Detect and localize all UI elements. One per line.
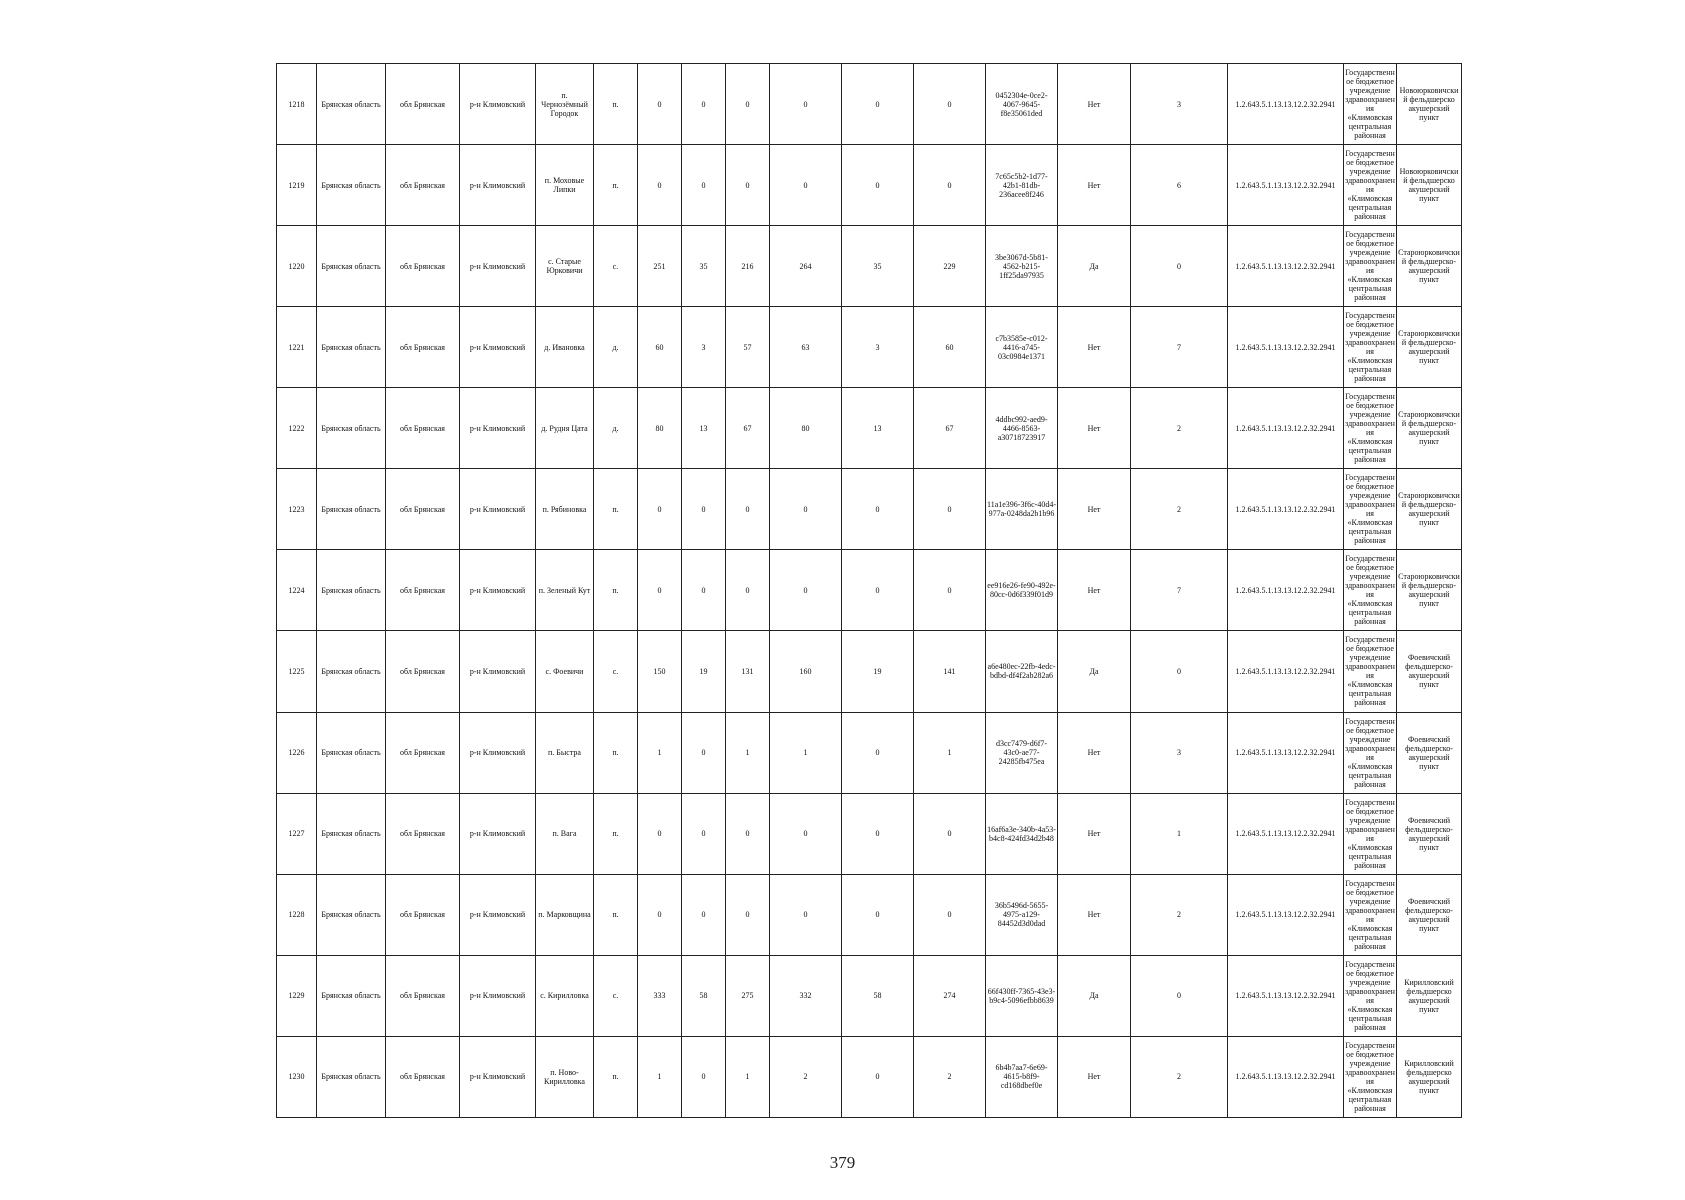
fias-guid-cell: d3cc7479-d6f7-43c0-ae77-24285fb475ea bbox=[986, 712, 1058, 793]
okrug-cell: обл Брянская bbox=[386, 712, 460, 793]
population-adults-2-cell: 274 bbox=[914, 955, 986, 1036]
table-row bbox=[277, 550, 1462, 631]
okrug-cell: обл Брянская bbox=[386, 550, 460, 631]
population-children-cell: 0 bbox=[682, 469, 726, 550]
population-adults-2-cell: 0 bbox=[914, 550, 986, 631]
population-total-2-cell: 63 bbox=[770, 307, 842, 388]
locality-type-cell: д. bbox=[594, 307, 638, 388]
population-adults-cell: 0 bbox=[726, 874, 770, 955]
population-total-2-cell: 264 bbox=[770, 226, 842, 307]
organization-cell: Государственное бюджетное учреждение здравоохранения «Климовская центральная районная bbox=[1344, 307, 1397, 388]
medical-point-cell: Староюрковичский фельдшерско-акушерский пункт bbox=[1397, 388, 1462, 469]
population-adults-2-cell: 141 bbox=[914, 631, 986, 712]
district-cell: р-н Климовский bbox=[460, 307, 536, 388]
oid-cell: 1.2.643.5.1.13.13.12.2.32.2941 bbox=[1228, 955, 1344, 1036]
population-adults-2-cell: 0 bbox=[914, 469, 986, 550]
table-row bbox=[277, 712, 1462, 793]
population-children-cell: 0 bbox=[682, 874, 726, 955]
locality-type-cell: с. bbox=[594, 631, 638, 712]
row-number-cell: 1224 bbox=[277, 550, 317, 631]
region-cell: Брянская область bbox=[317, 874, 386, 955]
oid-cell: 1.2.643.5.1.13.13.12.2.32.2941 bbox=[1228, 874, 1344, 955]
district-cell: р-н Климовский bbox=[460, 64, 536, 145]
okrug-cell: обл Брянская bbox=[386, 955, 460, 1036]
organization-cell: Государственное бюджетное учреждение здравоохранения «Климовская центральная районная bbox=[1344, 955, 1397, 1036]
table-row bbox=[277, 145, 1462, 226]
population-total-2-cell: 0 bbox=[770, 874, 842, 955]
fias-guid-cell: 6b4b7aa7-6e69-4615-b8f9-cd168dbef0e bbox=[986, 1036, 1058, 1117]
table-row bbox=[277, 955, 1462, 1036]
oid-cell: 1.2.643.5.1.13.13.12.2.32.2941 bbox=[1228, 64, 1344, 145]
population-children-cell: 3 bbox=[682, 307, 726, 388]
table-row bbox=[277, 793, 1462, 874]
population-total-cell: 60 bbox=[638, 307, 682, 388]
oid-cell: 1.2.643.5.1.13.13.12.2.32.2941 bbox=[1228, 307, 1344, 388]
population-children-cell: 0 bbox=[682, 793, 726, 874]
population-children-2-cell: 0 bbox=[842, 874, 914, 955]
oid-cell: 1.2.643.5.1.13.13.12.2.32.2941 bbox=[1228, 226, 1344, 307]
count-cell: 7 bbox=[1131, 307, 1228, 388]
table-row bbox=[277, 1036, 1462, 1117]
locality-type-cell: п. bbox=[594, 874, 638, 955]
count-cell: 2 bbox=[1131, 469, 1228, 550]
population-adults-cell: 0 bbox=[726, 793, 770, 874]
medical-point-cell: Новоюрковичский фельдшерско акушерский пункт bbox=[1397, 64, 1462, 145]
locality-type-cell: п. bbox=[594, 793, 638, 874]
population-children-2-cell: 0 bbox=[842, 64, 914, 145]
locality-type-cell: п. bbox=[594, 469, 638, 550]
population-children-2-cell: 0 bbox=[842, 793, 914, 874]
okrug-cell: обл Брянская bbox=[386, 1036, 460, 1117]
okrug-cell: обл Брянская bbox=[386, 793, 460, 874]
population-total-cell: 0 bbox=[638, 793, 682, 874]
population-children-2-cell: 3 bbox=[842, 307, 914, 388]
row-number-cell: 1223 bbox=[277, 469, 317, 550]
population-adults-cell: 1 bbox=[726, 712, 770, 793]
district-cell: р-н Климовский bbox=[460, 388, 536, 469]
oid-cell: 1.2.643.5.1.13.13.12.2.32.2941 bbox=[1228, 145, 1344, 226]
organization-cell: Государственное бюджетное учреждение здравоохранения «Климовская центральная районная bbox=[1344, 793, 1397, 874]
medical-point-cell: Кирилловский фельдшерско акушерский пункт bbox=[1397, 955, 1462, 1036]
count-cell: 0 bbox=[1131, 955, 1228, 1036]
flag-cell: Да bbox=[1058, 226, 1131, 307]
organization-cell: Государственное бюджетное учреждение здравоохранения «Климовская центральная районная bbox=[1344, 64, 1397, 145]
medical-point-cell: Фоевичский фельдшерско-акушерский пункт bbox=[1397, 874, 1462, 955]
medical-point-cell: Фоевичский фельдшерско-акушерский пункт bbox=[1397, 631, 1462, 712]
population-adults-2-cell: 60 bbox=[914, 307, 986, 388]
row-number-cell: 1221 bbox=[277, 307, 317, 388]
population-children-cell: 35 bbox=[682, 226, 726, 307]
district-cell: р-н Климовский bbox=[460, 469, 536, 550]
oid-cell: 1.2.643.5.1.13.13.12.2.32.2941 bbox=[1228, 388, 1344, 469]
population-adults-cell: 131 bbox=[726, 631, 770, 712]
okrug-cell: обл Брянская bbox=[386, 226, 460, 307]
medical-point-cell: Новоюрковичский фельдшерско акушерский пункт bbox=[1397, 145, 1462, 226]
population-children-cell: 0 bbox=[682, 64, 726, 145]
row-number-cell: 1225 bbox=[277, 631, 317, 712]
table-row bbox=[277, 874, 1462, 955]
medical-point-cell: Фоевичский фельдшерско-акушерский пункт bbox=[1397, 793, 1462, 874]
district-cell: р-н Климовский bbox=[460, 874, 536, 955]
organization-cell: Государственное бюджетное учреждение здравоохранения «Климовская центральная районная bbox=[1344, 712, 1397, 793]
fias-guid-cell: 66f430ff-7365-43e3-b9c4-5096efbb8639 bbox=[986, 955, 1058, 1036]
population-children-2-cell: 58 bbox=[842, 955, 914, 1036]
locality-cell: с. Старые Юрковичи bbox=[536, 226, 594, 307]
population-children-2-cell: 13 bbox=[842, 388, 914, 469]
population-total-2-cell: 0 bbox=[770, 469, 842, 550]
population-total-cell: 1 bbox=[638, 712, 682, 793]
table-row bbox=[277, 469, 1462, 550]
population-children-2-cell: 0 bbox=[842, 1036, 914, 1117]
organization-cell: Государственное бюджетное учреждение здравоохранения «Климовская центральная районная bbox=[1344, 469, 1397, 550]
population-adults-2-cell: 0 bbox=[914, 64, 986, 145]
flag-cell: Нет bbox=[1058, 307, 1131, 388]
medical-point-cell: Староюрковичский фельдшерско-акушерский пункт bbox=[1397, 226, 1462, 307]
locality-cell: п. Марковщина bbox=[536, 874, 594, 955]
flag-cell: Да bbox=[1058, 631, 1131, 712]
table-row bbox=[277, 226, 1462, 307]
region-cell: Брянская область bbox=[317, 469, 386, 550]
oid-cell: 1.2.643.5.1.13.13.12.2.32.2941 bbox=[1228, 631, 1344, 712]
population-children-cell: 58 bbox=[682, 955, 726, 1036]
flag-cell: Нет bbox=[1058, 64, 1131, 145]
locality-cell: п. Рябиновка bbox=[536, 469, 594, 550]
population-total-cell: 0 bbox=[638, 469, 682, 550]
locality-cell: п. Моховые Липки bbox=[536, 145, 594, 226]
flag-cell: Нет bbox=[1058, 793, 1131, 874]
population-total-2-cell: 160 bbox=[770, 631, 842, 712]
fias-guid-cell: a6e480ec-22fb-4edc-bdbd-df4f2ab282a6 bbox=[986, 631, 1058, 712]
row-number-cell: 1227 bbox=[277, 793, 317, 874]
district-cell: р-н Климовский bbox=[460, 1036, 536, 1117]
region-cell: Брянская область bbox=[317, 631, 386, 712]
count-cell: 1 bbox=[1131, 793, 1228, 874]
row-number-cell: 1218 bbox=[277, 64, 317, 145]
population-adults-2-cell: 2 bbox=[914, 1036, 986, 1117]
organization-cell: Государственное бюджетное учреждение здравоохранения «Климовская центральная районная bbox=[1344, 145, 1397, 226]
population-total-2-cell: 0 bbox=[770, 64, 842, 145]
fias-guid-cell: 4ddbc992-aed9-4466-8563-a30718723917 bbox=[986, 388, 1058, 469]
region-cell: Брянская область bbox=[317, 145, 386, 226]
population-children-2-cell: 0 bbox=[842, 145, 914, 226]
district-cell: р-н Климовский bbox=[460, 631, 536, 712]
medical-point-cell: Староюрковичский фельдшерско-акушерский пункт bbox=[1397, 550, 1462, 631]
organization-cell: Государственное бюджетное учреждение здравоохранения «Климовская центральная районная bbox=[1344, 226, 1397, 307]
row-number-cell: 1228 bbox=[277, 874, 317, 955]
fias-guid-cell: ee916e26-fe90-492e-80cc-0d6f339f01d9 bbox=[986, 550, 1058, 631]
population-total-cell: 150 bbox=[638, 631, 682, 712]
population-adults-cell: 0 bbox=[726, 550, 770, 631]
okrug-cell: обл Брянская bbox=[386, 145, 460, 226]
population-children-cell: 0 bbox=[682, 1036, 726, 1117]
flag-cell: Да bbox=[1058, 955, 1131, 1036]
fias-guid-cell: 36b5496d-5655-4975-a129-84452d3d0dad bbox=[986, 874, 1058, 955]
table-row bbox=[277, 64, 1462, 145]
locality-type-cell: д. bbox=[594, 388, 638, 469]
medical-point-cell: Староюрковичский фельдшерско-акушерский пункт bbox=[1397, 469, 1462, 550]
population-total-2-cell: 0 bbox=[770, 550, 842, 631]
organization-cell: Государственное бюджетное учреждение здравоохранения «Климовская центральная районная bbox=[1344, 388, 1397, 469]
count-cell: 3 bbox=[1131, 712, 1228, 793]
row-number-cell: 1222 bbox=[277, 388, 317, 469]
population-adults-cell: 0 bbox=[726, 469, 770, 550]
population-total-2-cell: 2 bbox=[770, 1036, 842, 1117]
population-total-cell: 0 bbox=[638, 64, 682, 145]
population-children-cell: 13 bbox=[682, 388, 726, 469]
population-children-cell: 19 bbox=[682, 631, 726, 712]
locality-cell: с. Фоевичи bbox=[536, 631, 594, 712]
population-adults-2-cell: 67 bbox=[914, 388, 986, 469]
locality-cell: п. Вага bbox=[536, 793, 594, 874]
row-number-cell: 1220 bbox=[277, 226, 317, 307]
population-total-cell: 333 bbox=[638, 955, 682, 1036]
medical-point-cell: Староюрковичский фельдшерско-акушерский пункт bbox=[1397, 307, 1462, 388]
flag-cell: Нет bbox=[1058, 388, 1131, 469]
population-adults-cell: 1 bbox=[726, 1036, 770, 1117]
okrug-cell: обл Брянская bbox=[386, 874, 460, 955]
table-body bbox=[277, 64, 1462, 1118]
fias-guid-cell: c7b3585e-c012-4416-a745-03c0984e1371 bbox=[986, 307, 1058, 388]
population-adults-cell: 275 bbox=[726, 955, 770, 1036]
fias-guid-cell: 0452304e-0ce2-4067-9645-f8e35061ded bbox=[986, 64, 1058, 145]
settlements-table bbox=[276, 63, 1462, 1118]
locality-type-cell: п. bbox=[594, 712, 638, 793]
region-cell: Брянская область bbox=[317, 955, 386, 1036]
oid-cell: 1.2.643.5.1.13.13.12.2.32.2941 bbox=[1228, 793, 1344, 874]
population-children-2-cell: 19 bbox=[842, 631, 914, 712]
population-adults-cell: 67 bbox=[726, 388, 770, 469]
locality-cell: с. Кирилловка bbox=[536, 955, 594, 1036]
population-total-cell: 1 bbox=[638, 1036, 682, 1117]
organization-cell: Государственное бюджетное учреждение здравоохранения «Климовская центральная районная bbox=[1344, 1036, 1397, 1117]
oid-cell: 1.2.643.5.1.13.13.12.2.32.2941 bbox=[1228, 469, 1344, 550]
table-row bbox=[277, 388, 1462, 469]
fias-guid-cell: 11a1e396-3f6c-40d4-977a-0248da2b1b96 bbox=[986, 469, 1058, 550]
locality-type-cell: п. bbox=[594, 145, 638, 226]
row-number-cell: 1226 bbox=[277, 712, 317, 793]
locality-cell: п. Быстра bbox=[536, 712, 594, 793]
organization-cell: Государственное бюджетное учреждение здравоохранения «Климовская центральная районная bbox=[1344, 874, 1397, 955]
region-cell: Брянская область bbox=[317, 388, 386, 469]
okrug-cell: обл Брянская bbox=[386, 631, 460, 712]
district-cell: р-н Климовский bbox=[460, 712, 536, 793]
population-adults-cell: 57 bbox=[726, 307, 770, 388]
population-adults-2-cell: 229 bbox=[914, 226, 986, 307]
count-cell: 0 bbox=[1131, 631, 1228, 712]
table-row bbox=[277, 307, 1462, 388]
locality-type-cell: п. bbox=[594, 64, 638, 145]
locality-type-cell: с. bbox=[594, 955, 638, 1036]
count-cell: 2 bbox=[1131, 1036, 1228, 1117]
count-cell: 2 bbox=[1131, 388, 1228, 469]
population-total-2-cell: 80 bbox=[770, 388, 842, 469]
population-total-cell: 251 bbox=[638, 226, 682, 307]
flag-cell: Нет bbox=[1058, 1036, 1131, 1117]
count-cell: 2 bbox=[1131, 874, 1228, 955]
locality-type-cell: п. bbox=[594, 1036, 638, 1117]
population-total-cell: 0 bbox=[638, 550, 682, 631]
count-cell: 6 bbox=[1131, 145, 1228, 226]
okrug-cell: обл Брянская bbox=[386, 64, 460, 145]
count-cell: 0 bbox=[1131, 226, 1228, 307]
oid-cell: 1.2.643.5.1.13.13.12.2.32.2941 bbox=[1228, 550, 1344, 631]
population-children-cell: 0 bbox=[682, 145, 726, 226]
population-adults-cell: 216 bbox=[726, 226, 770, 307]
okrug-cell: обл Брянская bbox=[386, 388, 460, 469]
row-number-cell: 1230 bbox=[277, 1036, 317, 1117]
region-cell: Брянская область bbox=[317, 226, 386, 307]
population-children-cell: 0 bbox=[682, 712, 726, 793]
region-cell: Брянская область bbox=[317, 64, 386, 145]
locality-cell: д. Рудня Цата bbox=[536, 388, 594, 469]
population-total-cell: 80 bbox=[638, 388, 682, 469]
population-total-cell: 0 bbox=[638, 145, 682, 226]
okrug-cell: обл Брянская bbox=[386, 307, 460, 388]
region-cell: Брянская область bbox=[317, 793, 386, 874]
population-children-2-cell: 35 bbox=[842, 226, 914, 307]
row-number-cell: 1229 bbox=[277, 955, 317, 1036]
count-cell: 7 bbox=[1131, 550, 1228, 631]
district-cell: р-н Климовский bbox=[460, 955, 536, 1036]
district-cell: р-н Климовский bbox=[460, 793, 536, 874]
population-children-2-cell: 0 bbox=[842, 550, 914, 631]
table-row bbox=[277, 631, 1462, 712]
page-number: 379 bbox=[829, 1153, 856, 1172]
row-number-cell: 1219 bbox=[277, 145, 317, 226]
okrug-cell: обл Брянская bbox=[386, 469, 460, 550]
population-adults-2-cell: 0 bbox=[914, 793, 986, 874]
population-total-2-cell: 1 bbox=[770, 712, 842, 793]
locality-cell: д. Ивановка bbox=[536, 307, 594, 388]
locality-cell: п. Зеленый Кут bbox=[536, 550, 594, 631]
medical-point-cell: Фоевичский фельдшерско-акушерский пункт bbox=[1397, 712, 1462, 793]
locality-type-cell: с. bbox=[594, 226, 638, 307]
district-cell: р-н Климовский bbox=[460, 550, 536, 631]
region-cell: Брянская область bbox=[317, 1036, 386, 1117]
population-adults-2-cell: 1 bbox=[914, 712, 986, 793]
fias-guid-cell: 16af6a3e-340b-4a53-b4c8-424fd34d2b48 bbox=[986, 793, 1058, 874]
fias-guid-cell: 7c65c5b2-1d77-42b1-81db-236acee8f246 bbox=[986, 145, 1058, 226]
population-children-2-cell: 0 bbox=[842, 712, 914, 793]
medical-point-cell: Кирилловский фельдшерско акушерский пункт bbox=[1397, 1036, 1462, 1117]
organization-cell: Государственное бюджетное учреждение здравоохранения «Климовская центральная районная bbox=[1344, 631, 1397, 712]
population-adults-2-cell: 0 bbox=[914, 145, 986, 226]
organization-cell: Государственное бюджетное учреждение здравоохранения «Климовская центральная районная bbox=[1344, 550, 1397, 631]
population-total-cell: 0 bbox=[638, 874, 682, 955]
population-adults-cell: 0 bbox=[726, 145, 770, 226]
population-adults-cell: 0 bbox=[726, 64, 770, 145]
oid-cell: 1.2.643.5.1.13.13.12.2.32.2941 bbox=[1228, 712, 1344, 793]
flag-cell: Нет bbox=[1058, 874, 1131, 955]
flag-cell: Нет bbox=[1058, 469, 1131, 550]
region-cell: Брянская область bbox=[317, 712, 386, 793]
count-cell: 3 bbox=[1131, 64, 1228, 145]
population-total-2-cell: 0 bbox=[770, 145, 842, 226]
population-total-2-cell: 332 bbox=[770, 955, 842, 1036]
region-cell: Брянская область bbox=[317, 550, 386, 631]
locality-cell: п. Ново-Кирилловка bbox=[536, 1036, 594, 1117]
flag-cell: Нет bbox=[1058, 550, 1131, 631]
district-cell: р-н Климовский bbox=[460, 226, 536, 307]
population-children-2-cell: 0 bbox=[842, 469, 914, 550]
district-cell: р-н Климовский bbox=[460, 145, 536, 226]
population-children-cell: 0 bbox=[682, 550, 726, 631]
fias-guid-cell: 3be3067d-5b81-4562-b215-1ff25da97935 bbox=[986, 226, 1058, 307]
population-adults-2-cell: 0 bbox=[914, 874, 986, 955]
flag-cell: Нет bbox=[1058, 145, 1131, 226]
locality-type-cell: п. bbox=[594, 550, 638, 631]
flag-cell: Нет bbox=[1058, 712, 1131, 793]
oid-cell: 1.2.643.5.1.13.13.12.2.32.2941 bbox=[1228, 1036, 1344, 1117]
region-cell: Брянская область bbox=[317, 307, 386, 388]
locality-cell: п. Чернозёмный Городок bbox=[536, 64, 594, 145]
population-total-2-cell: 0 bbox=[770, 793, 842, 874]
